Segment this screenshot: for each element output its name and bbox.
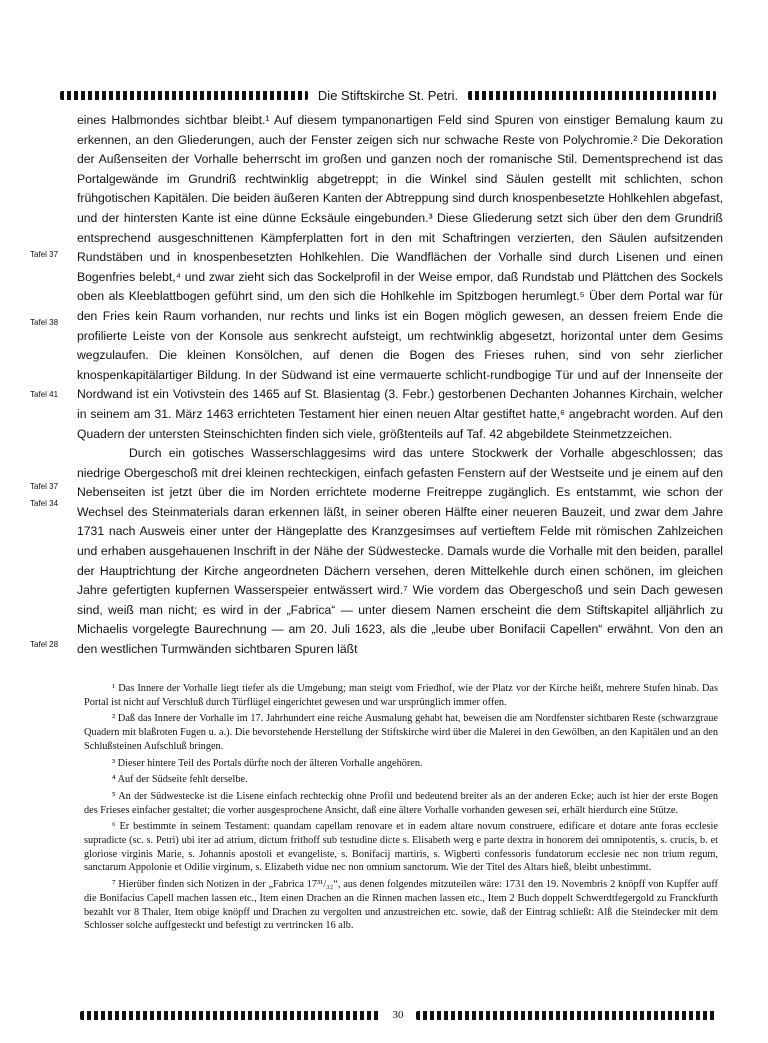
header-ornament-left	[60, 91, 308, 100]
running-header-title: Die Stiftskirche St. Petri.	[317, 87, 459, 103]
footnote: ⁶ Er bestimmte in seinem Testament: quandam capellam renovare et in eadem altare novum construere, edificare et dotare ante foras ecclesie supradicte (sc. s. Petri) ubi iter ad atrium, dictum frithoff sub testudine dicte s. Elisabeth werg e parte dextra in honorem dei omnipotentis, s. crucis, b. et gloriose virginis Marie, s. Johannis apostoli et evangeliste, s. Bonifacij martiris, s. Wigberti confessoris fundatorum ecclesie nec non trium regum, sanctarum Appolonie et Odilie virginum, s. Elizabeth vidue nec non omnium sanctorum. Wie der Titel des Altars hieß, bleibt unbestimmt.	[84, 821, 718, 874]
paragraph: Durch ein gotisches Wasserschlaggesims wird das untere Stockwerk der Vorhalle abgeschlossen; das niedrige Obergeschoß mit drei kleinen rechteckigen, einfach gefasten Fenstern auf der Westseite und je einem auf den Nebenseiten ist jetzt über die im Norden errichtete moderne Freitreppe zugänglich. Es entstammt, wie schon der Wechsel des Steinmaterials daran erkennen läßt, in seiner oberen Hälfte einer neueren Bauzeit, und zwar dem Jahre 1731 nach Ausweis einer unter der Hängeplatte des Kranzgesimses auf vertieftem Felde mit römischen Zahlzeichen und erhaben ausgehauenen Inschrift in der Nähe der Südwestecke. Damals wurde die Vorhalle mit den beiden, parallel der Hauptrichtung der Kirche angeordneten Dächern versehen, deren Mittelkehle durch einen schönen, im gleichen Jahre gefertigten kupfernen Wasserspeier entwässert wird.⁷ Wie vordem das Obergeschoß und sein Dach gewesen sind, weiß man nicht; es wird in der „Fabrica“ — unter diesem Namen erscheint die dem Stiftskapitel alljährlich zu Michaelis vorgelegte Baurechnung — am 20. Juli 1623, als die „leube uber Bonifacii Capellen“ erwähnt. Von den an den westlichen Turmwänden sichtbaren Spuren läßt	[77, 446, 723, 657]
footnote: ² Daß das Innere der Vorhalle im 17. Jahrhundert eine reiche Ausmalung gehabt hat, beweisen die am Nordfenster sichtbaren Reste (schwarzgraue Quadern mit blaßroten Fugen u. a.). Die bevorstehende Herstellung der Stiftskirche wird über die Malerei in den Gewölben, an den Kapitälen und an den Schlußsteinen Aufschluß bringen.	[84, 713, 718, 752]
header-ornament-right	[468, 91, 716, 100]
main-text	[77, 111, 723, 660]
footer-ornament-left	[80, 1011, 381, 1020]
margin-note: Tafel 37	[30, 482, 59, 491]
footnote: ⁴ Auf der Südseite fehlt derselbe.	[112, 774, 248, 786]
footnotes	[84, 682, 718, 936]
margin-note: Tafel 38	[30, 318, 59, 327]
page-footer	[80, 1007, 716, 1023]
running-header	[60, 86, 716, 104]
footnote: ⁵ An der Südwestecke ist die Lisene einfach rechteckig ohne Profil und bedeutend breiter als an der anderen Ecke; auch ist hier der erste Bogen des Frieses einfacher gestaltet; die vorher ausgesprochene Ansicht, daß eine ältere Vorhalle vorhanden gewesen sei, erhält hierdurch eine Stütze.	[84, 790, 718, 816]
page-number: 30	[392, 1009, 404, 1021]
margin-note: Tafel 41	[30, 390, 59, 399]
paragraph: eines Halbmondes sichtbar bleibt.¹ Auf diesem tympanonartigen Feld sind Spuren von einstiger Bemalung kaum zu erkennen, an den Gliederungen, auch der Fenster zeigen sich nur schwache Reste von Polychromie.² Die Dekoration der Außenseiten der Vorhalle beherrscht im großen und ganzen noch der romanische Stil. Dementsprechend ist das Portalgewände im Grundriß rechtwinklig abgetreppt; in die Winkel sind Säulen gestellt mit schlichten, schon frühgotischen Kapitälen. Die beiden äußeren Kanten der Abtreppung sind durch knospenbesetzte Hohlkehlen abgefast, und der hintersten Kante ist eine dünne Ecksäule eingebunden.³ Diese Gliederung setzt sich über den dem Grundriß entsprechend ausgeschnittenen Kämpferplatten fort in den mit Schaftringen verzierten, den Säulen aufsitzenden Rundstäben und in knospenbesetzten Hohlkehlen. Die Wandflächen der Vorhalle sind durch Lisenen und einen Bogenfries belebt,⁴ und zwar zieht sich das Sockelprofil in der Weise empor, daß Rundstab und Plättchen des Sockels oben als Kleeblattbogen geführt sind, um den sich die Hohlkehle im Spitzbogen herumlegt.⁵ Über dem Portal war für den Fries kein Raum vorhanden, nur rechts und links ist ein Bogen möglich gewesen, an dessen freiem Ende die profilierte Leiste von der Konsole aus senkrecht aufsteigt, um rechtwinklig abgesetzt, horizontal unter dem Gesims wegzulaufen. Die kleinen Konsölchen, auf denen die Bogen des Frieses ruhen, sind von sehr zierlicher knospenkapitälartiger Bildung. In der Südwand ist eine vermauerte schlicht-rundbogige Tür und auf der Innenseite der Nordwand ist ein Votivstein des 1465 auf St. Blasientag (3. Febr.) gestorbenen Dechanten Johannes Kirchain, welcher in seinem am 31. März 1463 errichteten Testament hier einen neuen Altar gestiftet hatte,⁶ angebracht worden. Auf den Quadern der untersten Steinschichten finden sich viele, größtenteils auf Taf. 42 abgebildete Steinmetzzeichen.	[77, 113, 723, 441]
margin-note: Tafel 37	[30, 250, 59, 259]
footnote: ³ Dieser hintere Teil des Portals dürfte noch der älteren Vorhalle angehören.	[112, 757, 423, 769]
footnote: ⁷ Hierüber finden sich Notizen in der „Fabrica 17³¹/₃₂“, aus denen folgendes mitzuteilen wäre: 1731 den 19. Novembris 2 knöpff von Kupffer auff die Bonifacius Capell machen lassen etc., Item einen Drachen an die Rinnen machen lassen etc., Item 2 Buch doppelt Schwerdtfegergold zu Franckfurth bezahlt vor 8 Thaler, Item obige knöpff und Drachen zu vergolten und anzustreichen etc. sowie, daß der Eintrag schließt: Alß die Steindecker mit dem Schlosser solche auffgesteckt und befestigt zu vertrincken 16 alb.	[84, 879, 718, 932]
margin-note: Tafel 28	[30, 640, 59, 649]
footnote: ¹ Das Innere der Vorhalle liegt tiefer als die Umgebung; man steigt vom Friedhof, wie der Platz vor der Kirche heißt, mehrere Stufen hinab. Das Portal ist nicht auf Verschluß durch Türflügel eingerichtet gewesen und war ursprünglich immer offen.	[84, 683, 718, 708]
footer-ornament-right	[416, 1011, 717, 1020]
margin-note: Tafel 34	[30, 499, 59, 508]
